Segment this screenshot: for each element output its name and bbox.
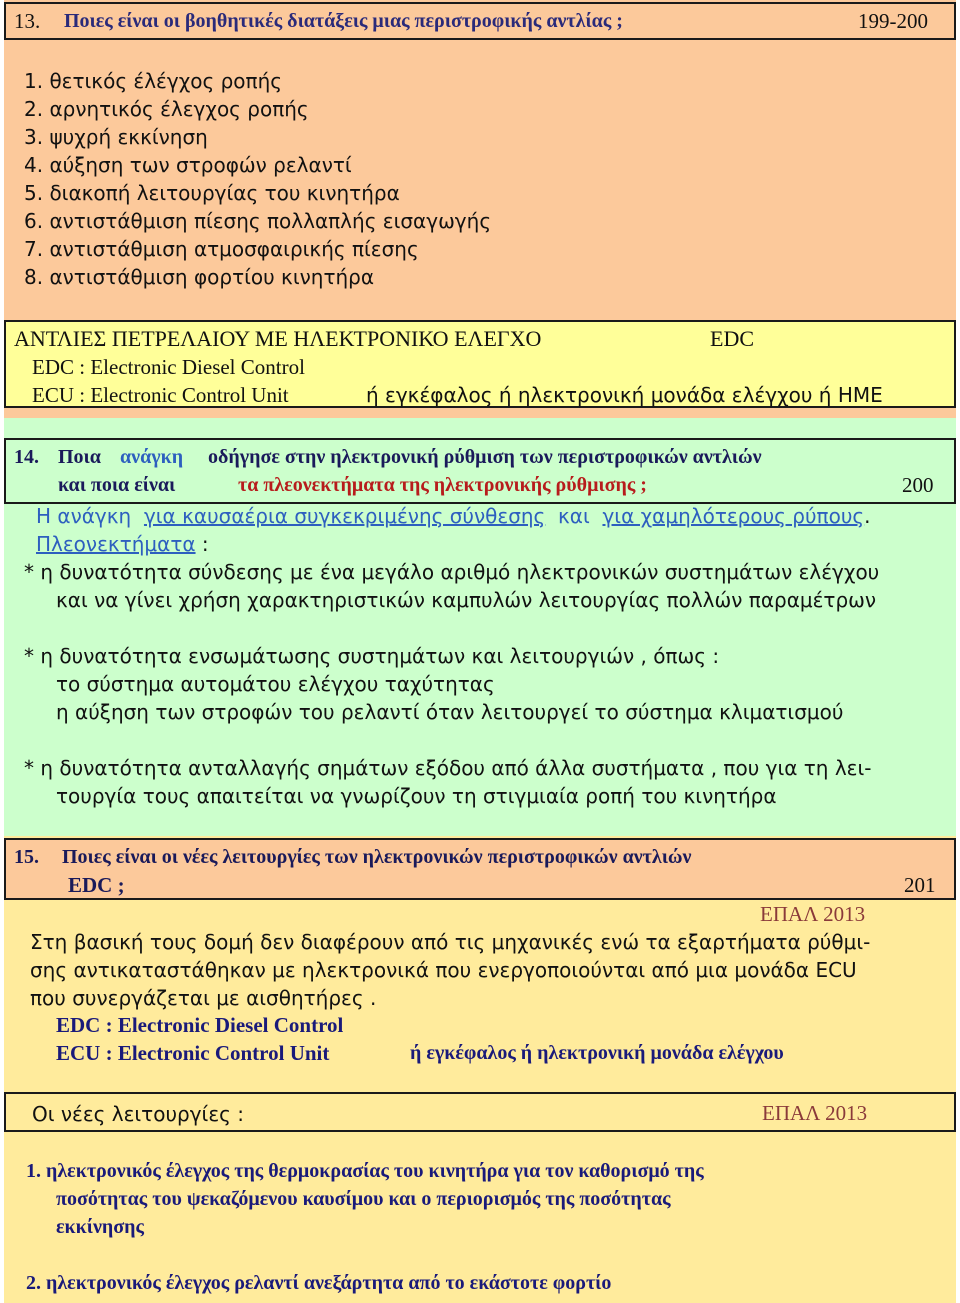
- edc-info-box: [4, 320, 956, 408]
- question-14-keyword-need: ανάγκη: [120, 446, 184, 468]
- need-emissions: για καυσαέρια συγκεκριμένης σύνθεσης: [143, 504, 546, 528]
- advantages-label-line: [36, 532, 209, 556]
- list-item: 1. θετικός έλέγχος ροπής: [24, 69, 282, 93]
- new-functions-box: [4, 1092, 956, 1132]
- answer-line2: σης αντικαταστάθηκαν με ηλεκτρονικά που ενεργοποιούνται από μια μονάδα ECU: [30, 958, 857, 982]
- advantage-2-line2: το σύστημα αυτομάτου ελέγχου ταχύτητας: [56, 672, 495, 696]
- advantages-label: Πλεονεκτήματα: [36, 532, 196, 556]
- new-functions-label: Οι νέες λειτουργίες :: [32, 1102, 244, 1126]
- question-15-header: [4, 838, 956, 900]
- function-1-line2: ποσότητας του ψεκαζόμενου καυσίμου και ο περιορισμός της ποσότητας: [56, 1188, 671, 1210]
- question-14-number: 14.: [14, 446, 39, 468]
- function-1-line1: 1. ηλεκτρονικός έλεγχος της θερμοκρασίας του κινητήρα για τον καθορισμό της: [26, 1160, 704, 1182]
- question-14-text-b: οδήγησε στην ηλεκτρονική ρύθμιση των περιστροφικών αντλιών: [208, 446, 762, 468]
- list-item: 3. ψυχρή εκκίνηση: [24, 125, 208, 149]
- function-1-line3: εκκίνησης: [56, 1216, 144, 1238]
- question-13-number: 13.: [14, 9, 41, 33]
- advantage-2-line3: η αύξηση των στροφών του ρελαντί όταν λειτουργεί το σύστημα κλιματισμού: [56, 700, 844, 724]
- question-14-header: [4, 438, 956, 504]
- question-13-text: Ποιες είναι οι βοηθητικές διατάξεις μιας περιστροφικής αντλίας ;: [64, 10, 623, 32]
- advantage-3-line2: τουργία τους απαιτείται να γνωρίζουν τη στιγμιαία ροπή του κινητήρα: [56, 784, 777, 808]
- question-14-line2-a: και ποια είναι: [58, 474, 176, 496]
- list-item: 6. αντιστάθμιση πίεσης πολλαπλής εισαγωγής: [24, 209, 492, 233]
- question-14-page: 200: [902, 473, 934, 497]
- new-functions-epal: ΕΠΑΛ 2013: [762, 1101, 868, 1125]
- list-item: 7. αντιστάθμιση ατμοσφαιρικής πίεσης: [24, 237, 419, 261]
- edc-box-title: ΑΝΤΛΙΕΣ ΠΕΤΡΕΛΑΙΟΥ ΜΕ ΗΛΕΚΤΡΟΝΙΚΟ ΕΛΕΓΧΟ: [14, 326, 542, 351]
- need-pollutants: για χαμηλότερους ρύπους: [602, 504, 865, 528]
- question-13-pages: 199-200: [858, 9, 928, 33]
- need-text: Η ανάγκη: [36, 504, 132, 528]
- advantages-colon: :: [195, 532, 209, 556]
- list-item: 5. διακοπή λειτουργίας του κινητήρα: [24, 181, 400, 205]
- question-15-text-line1: Ποιες είναι οι νέες λειτουργίες των ηλεκτρονικών περιστροφικών αντλιών: [62, 846, 692, 868]
- list-item: 2. αρνητικός έλεγχος ροπής: [24, 97, 309, 121]
- answer-line3: που συνεργάζεται με αισθητήρες .: [30, 986, 377, 1010]
- question-14-text-a: Ποια: [58, 446, 101, 468]
- edc-definition: EDC : Electronic Diesel Control: [56, 1013, 344, 1037]
- epal-year-tag: ΕΠΑΛ 2013: [760, 902, 866, 926]
- question-13-header: [4, 2, 956, 40]
- need-and: και: [558, 504, 590, 528]
- need-line: [36, 504, 871, 528]
- ecu-definition: ECU : Electronic Control Unit: [56, 1041, 330, 1065]
- edc-box-tag: EDC: [710, 326, 754, 351]
- question-14-keyword-advantages: τα πλεονεκτήματα της ηλεκτρονικής ρύθμισης ;: [238, 474, 647, 496]
- advantage-2-line1: * η δυνατότητα ενσωμάτωσης συστημάτων και λειτουργιών , όπως :: [24, 644, 720, 668]
- ecu-definition-greek: ή εγκέφαλος ή ηλεκτρονική μονάδα ελέγχου: [410, 1042, 784, 1064]
- question-15-page: 201: [904, 873, 936, 897]
- answer-line1: Στη βασική τους δομή δεν διαφέρουν από τις μηχανικές ενώ τα εξαρτήματα ρύθμι-: [30, 930, 871, 954]
- list-item: 4. αύξηση των στροφών ρελαντί: [24, 153, 352, 177]
- need-period: .: [864, 504, 871, 528]
- edc-box-line1: EDC : Electronic Diesel Control: [32, 355, 305, 379]
- question-15-text-line2: EDC ;: [68, 873, 125, 897]
- edc-box-line2a: ECU : Electronic Control Unit: [32, 383, 289, 407]
- question-15-number: 15.: [14, 846, 39, 868]
- list-item: 8. αντιστάθμιση φορτίου κινητήρα: [24, 265, 375, 289]
- edc-box-line2b: ή εγκέφαλος ή ηλεκτρονική μονάδα ελέγχου ή ΗΜΕ: [366, 383, 883, 407]
- advantage-1-line1: * η δυνατότητα σύνδεσης με ένα μεγάλο αριθμό ηλεκτρονικών συστημάτων ελέγχου: [24, 560, 880, 584]
- function-2-line1: 2. ηλεκτρονικός έλεγχος ρελαντί ανεξάρτητα από το εκάστοτε φορτίο: [26, 1272, 612, 1294]
- advantage-3-line1: * η δυνατότητα ανταλλαγής σημάτων εξόδου από άλλα συστήματα , που για τη λει-: [24, 756, 872, 780]
- advantage-1-line2: και να γίνει χρήση χαρακτηριστικών καμπυλών λειτουργίας πολλών παραμέτρων: [56, 588, 877, 612]
